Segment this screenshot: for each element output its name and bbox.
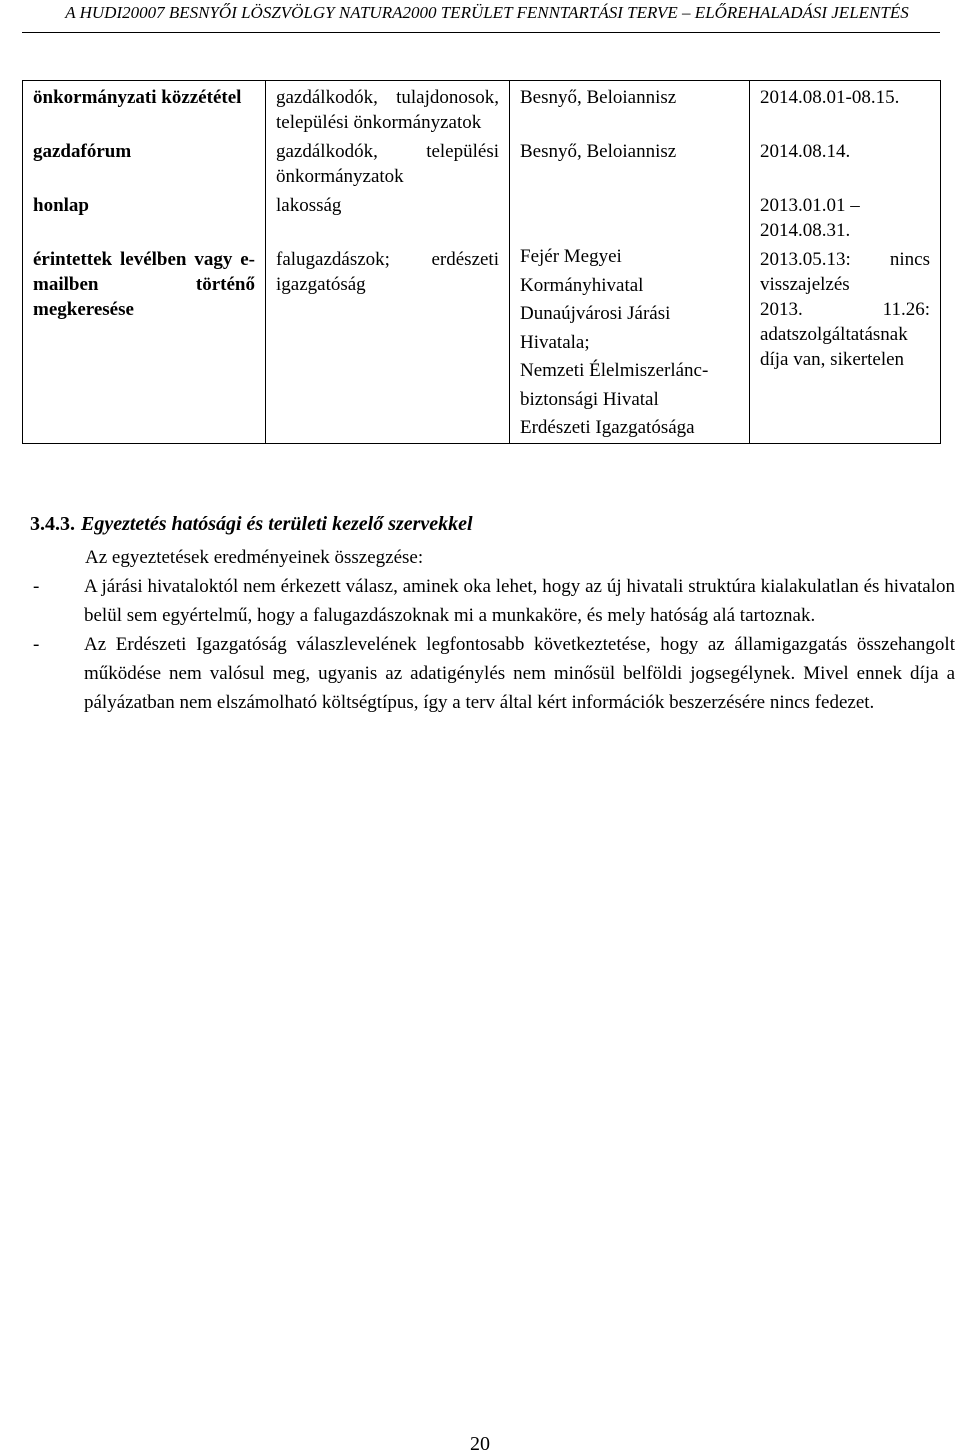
- event-cell: gazdafórum: [23, 135, 266, 189]
- header-divider: [22, 32, 940, 33]
- date-cell: 2014.08.01-08.15.: [750, 81, 941, 136]
- table-row: [23, 243, 941, 443]
- bullet-item: [33, 630, 955, 717]
- audience-cell: lakosság: [266, 189, 510, 243]
- date-line: 2013.05.13: nincs visszajelzés: [760, 249, 930, 295]
- section-number: 3.4.3.: [30, 513, 75, 535]
- location-cell: [510, 243, 750, 443]
- bullet-item: [33, 572, 955, 630]
- page-header: A HUDI20007 BESNYŐI LÖSZVÖLGY NATURA2000 TERÜLET FENNTARTÁSI TERVE – ELŐREHALADÁSI JELENTÉS: [65, 3, 909, 22]
- location-cell: Besnyő, Beloiannisz: [510, 135, 750, 189]
- location-line: biztonsági Hivatal: [520, 388, 659, 410]
- table-row: [23, 135, 941, 189]
- bullet-dash: -: [33, 634, 40, 655]
- event-cell: önkormányzati közzététel: [23, 81, 266, 136]
- table-row: [23, 189, 941, 243]
- bullet-text: Az Erdészeti Igazgatóság válaszlevelének legfontosabb következtetése, hogy az államigazgatás összehangolt működése nem valósul meg, ugyanis az adatigénylés nem minősül belföldi jogsegélynek. Mivel ennek díja a pályázatban nem elszámolható költségtípus, így a terv által kért információk beszerzésére nincs fedezet.: [84, 634, 955, 713]
- date-cell: [750, 243, 941, 443]
- date-cell: 2014.08.14.: [750, 135, 941, 189]
- summary-intro: Az egyeztetések eredményeinek összegzése:: [85, 547, 424, 568]
- location-line: Kormányhivatal: [520, 274, 644, 296]
- section-heading: [30, 510, 473, 538]
- location-line: Fejér Megyei: [520, 246, 622, 267]
- communication-table: [22, 80, 941, 444]
- location-cell: [510, 189, 750, 243]
- audience-cell: gazdálkodók, tulajdonosok, települési önkormányzatok: [266, 81, 510, 136]
- location-line: Nemzeti Élelmiszerlánc-: [520, 360, 709, 381]
- table-row: [23, 81, 941, 136]
- audience-cell: falugazdászok; erdészeti igazgatóság: [266, 243, 510, 443]
- event-cell: honlap: [23, 189, 266, 243]
- location-line: Hivatala;: [520, 331, 590, 353]
- audience-cell: gazdálkodók, települési önkormányzatok: [266, 135, 510, 189]
- bullet-dash: -: [33, 576, 40, 597]
- location-line: Erdészeti Igazgatósága: [520, 417, 695, 438]
- section-title: Egyeztetés hatósági és területi kezelő szervekkel: [81, 513, 473, 535]
- location-cell: Besnyő, Beloiannisz: [510, 81, 750, 136]
- event-cell: érintettek levélben vagy e-mailben történő megkeresése: [23, 243, 266, 443]
- page-number: 20: [470, 1433, 490, 1455]
- date-line: 2013. 11.26: adatszolgáltatásnak díja van, sikertelen: [760, 299, 930, 370]
- bullet-text: A járási hivataloktól nem érkezett válasz, aminek oka lehet, hogy az új hivatali struktúra kialakulatlan és hivatalon belül sem egyértelmű, hogy a falugazdászoknak mi a munkaköre, és mely hatóság alá tartoznak.: [84, 576, 955, 626]
- location-line: Dunaújvárosi Járási: [520, 303, 671, 324]
- section-body: [33, 544, 955, 717]
- date-cell: 2013.01.01 – 2014.08.31.: [750, 189, 941, 243]
